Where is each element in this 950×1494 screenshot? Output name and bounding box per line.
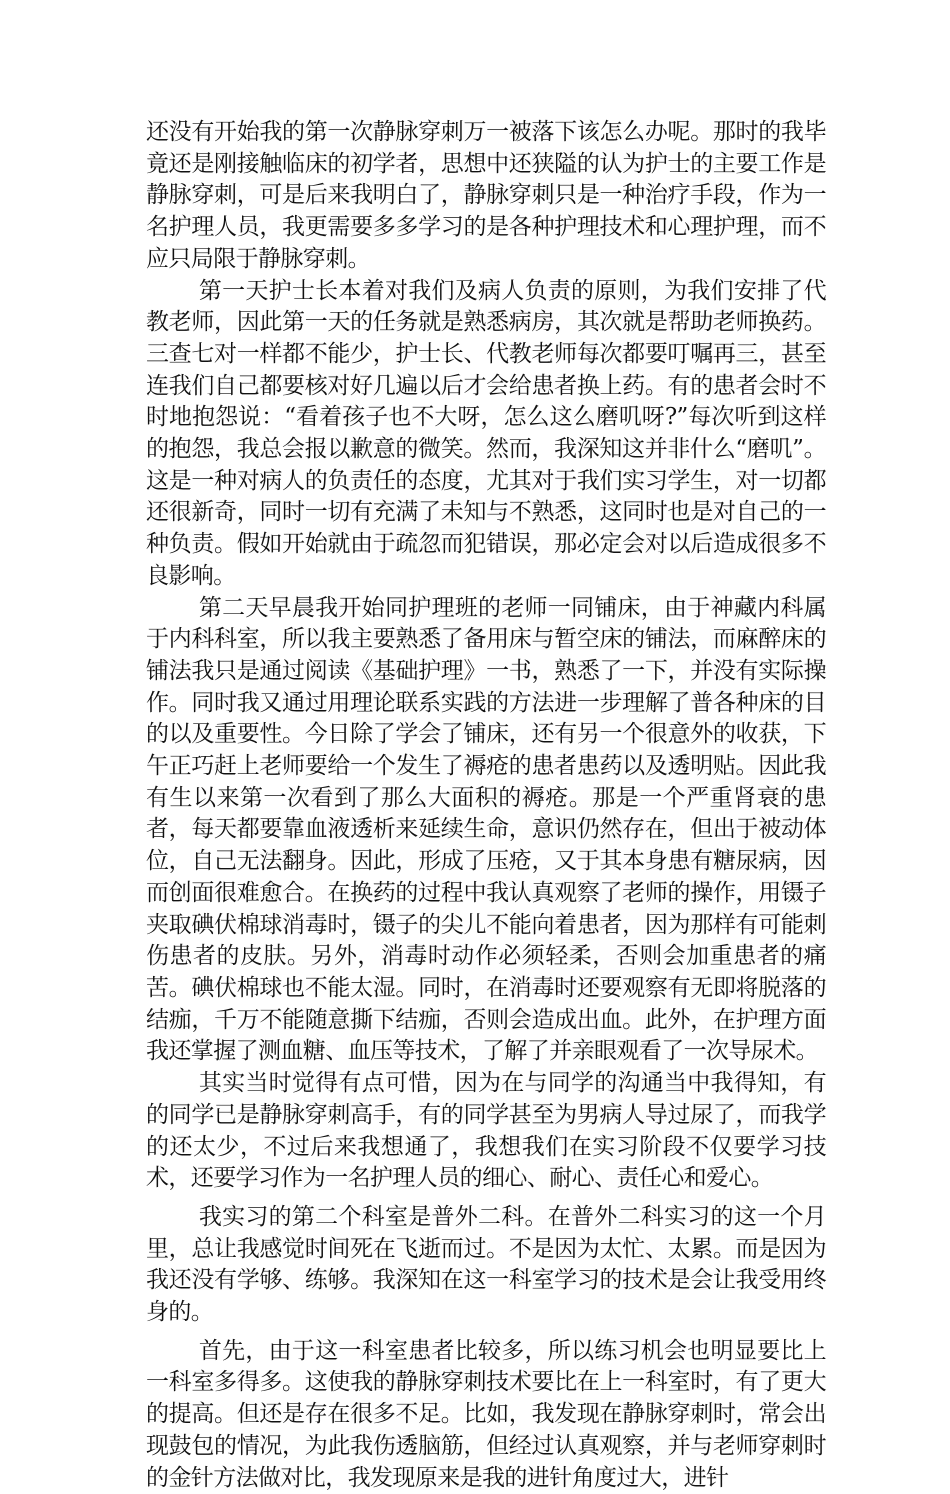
paragraph-1: 还没有开始我的第一次静脉穿刺万一被落下该怎么办呢。那时的我毕竟还是刚接触临床的初学者，思想中还狭隘的认为护士的主要工作是静脉穿刺，可是后来我明白了，静脉穿刺只是一种治疗手段，作为一名护理人员，我更需要多多学习的是各种护理技术和心理护理，而不应只局限于静脉穿刺。 [146,119,826,272]
paragraph-3: 第二天早晨我开始同护理班的老师一同铺床，由于神藏内科属于内科科室，所以我主要熟悉了备用床与暂空床的铺法，而麻醉床的铺法我只是通过阅读《基础护理》一书，熟悉了一下，并没有实际操作。同时我又通过用理论联系实践的方法进一步理解了普各种床的目的以及重要性。今日除了学会了铺床，还有另一个很意外的收获，下午正巧赶上老师要给一个发生了褥疮的患者患药以及透明贴。因此我有生以来第一次看到了那么大面积的褥疮。那是一个严重肾衰的患者，每天都要靠血液透析来延续生命，意识仍然存在，但出于被动体位，自己无法翻身。因此，形成了压疮，又于其本身患有糖尿病，因而创面很难愈合。在换药的过程中我认真观察了老师的操作，用镊子夹取碘伏棉球消毒时，镊子的尖儿不能向着患者，因为那样有可能刺伤患者的皮肤。另外，消毒时动作必须轻柔，否则会加重患者的痛苦。碘伏棉球也不能太湿。同时，在消毒时还要观察有无即将脱落的结痂，千万不能随意撕下结痂，否则会造成出血。此外，在护理方面我还掌握了测血糖、血压等技术，了解了并亲眼观看了一次导尿术。 [146,594,826,1065]
paragraph-2: 第一天护士长本着对我们及病人负责的原则，为我们安排了代教老师，因此第一天的任务就是熟悉病房，其次就是帮助老师换药。三查七对一样都不能少，护士长、代教老师每次都要叮嘱再三，甚至连我们自己都要核对好几遍以后才会给患者换上药。有的患者会时不时地抱怨说：“看着孩子也不大呀，怎么这么磨叽呀?”每次听到这样的抱怨，我总会报以歉意的微笑。然而，我深知这并非什么“磨叽”。这是一种对病人的负责任的态度，尤其对于我们实习学生，对一切都还很新奇，同时一切有充满了未知与不熟悉，这同时也是对自己的一种负责。假如开始就由于疏忽而犯错误，那必定会对以后造成很多不良影响。 [146,277,826,589]
document-body [146,117,826,1494]
paragraph-5: 我实习的第二个科室是普外二科。在普外二科实习的这一个月里，总让我感觉时间死在飞逝而过。不是因为太忙、太累。而是因为我还没有学够、练够。我深知在这一科室学习的技术是会让我受用终身的。 [146,1203,826,1326]
paragraph-4: 其实当时觉得有点可惜，因为在与同学的沟通当中我得知，有的同学已是静脉穿刺高手，有的同学甚至为男病人导过尿了，而我学的还太少，不过后来我想通了，我想我们在实习阶段不仅要学习技术，还要学习作为一名护理人员的细心、耐心、责任心和爱心。 [146,1070,826,1192]
paragraph-6: 首先，由于这一科室患者比较多，所以练习机会也明显要比上一科室多得多。这使我的静脉穿刺技术要比在上一科室时，有了更大的提高。但还是存在很多不足。比如，我发现在静脉穿刺时，常会出现鼓包的情况，为此我伤透脑筋，但经过认真观察，并与老师穿刺时的金针方法做对比，我发现原来是我的进针角度过大，进针 [146,1337,826,1491]
